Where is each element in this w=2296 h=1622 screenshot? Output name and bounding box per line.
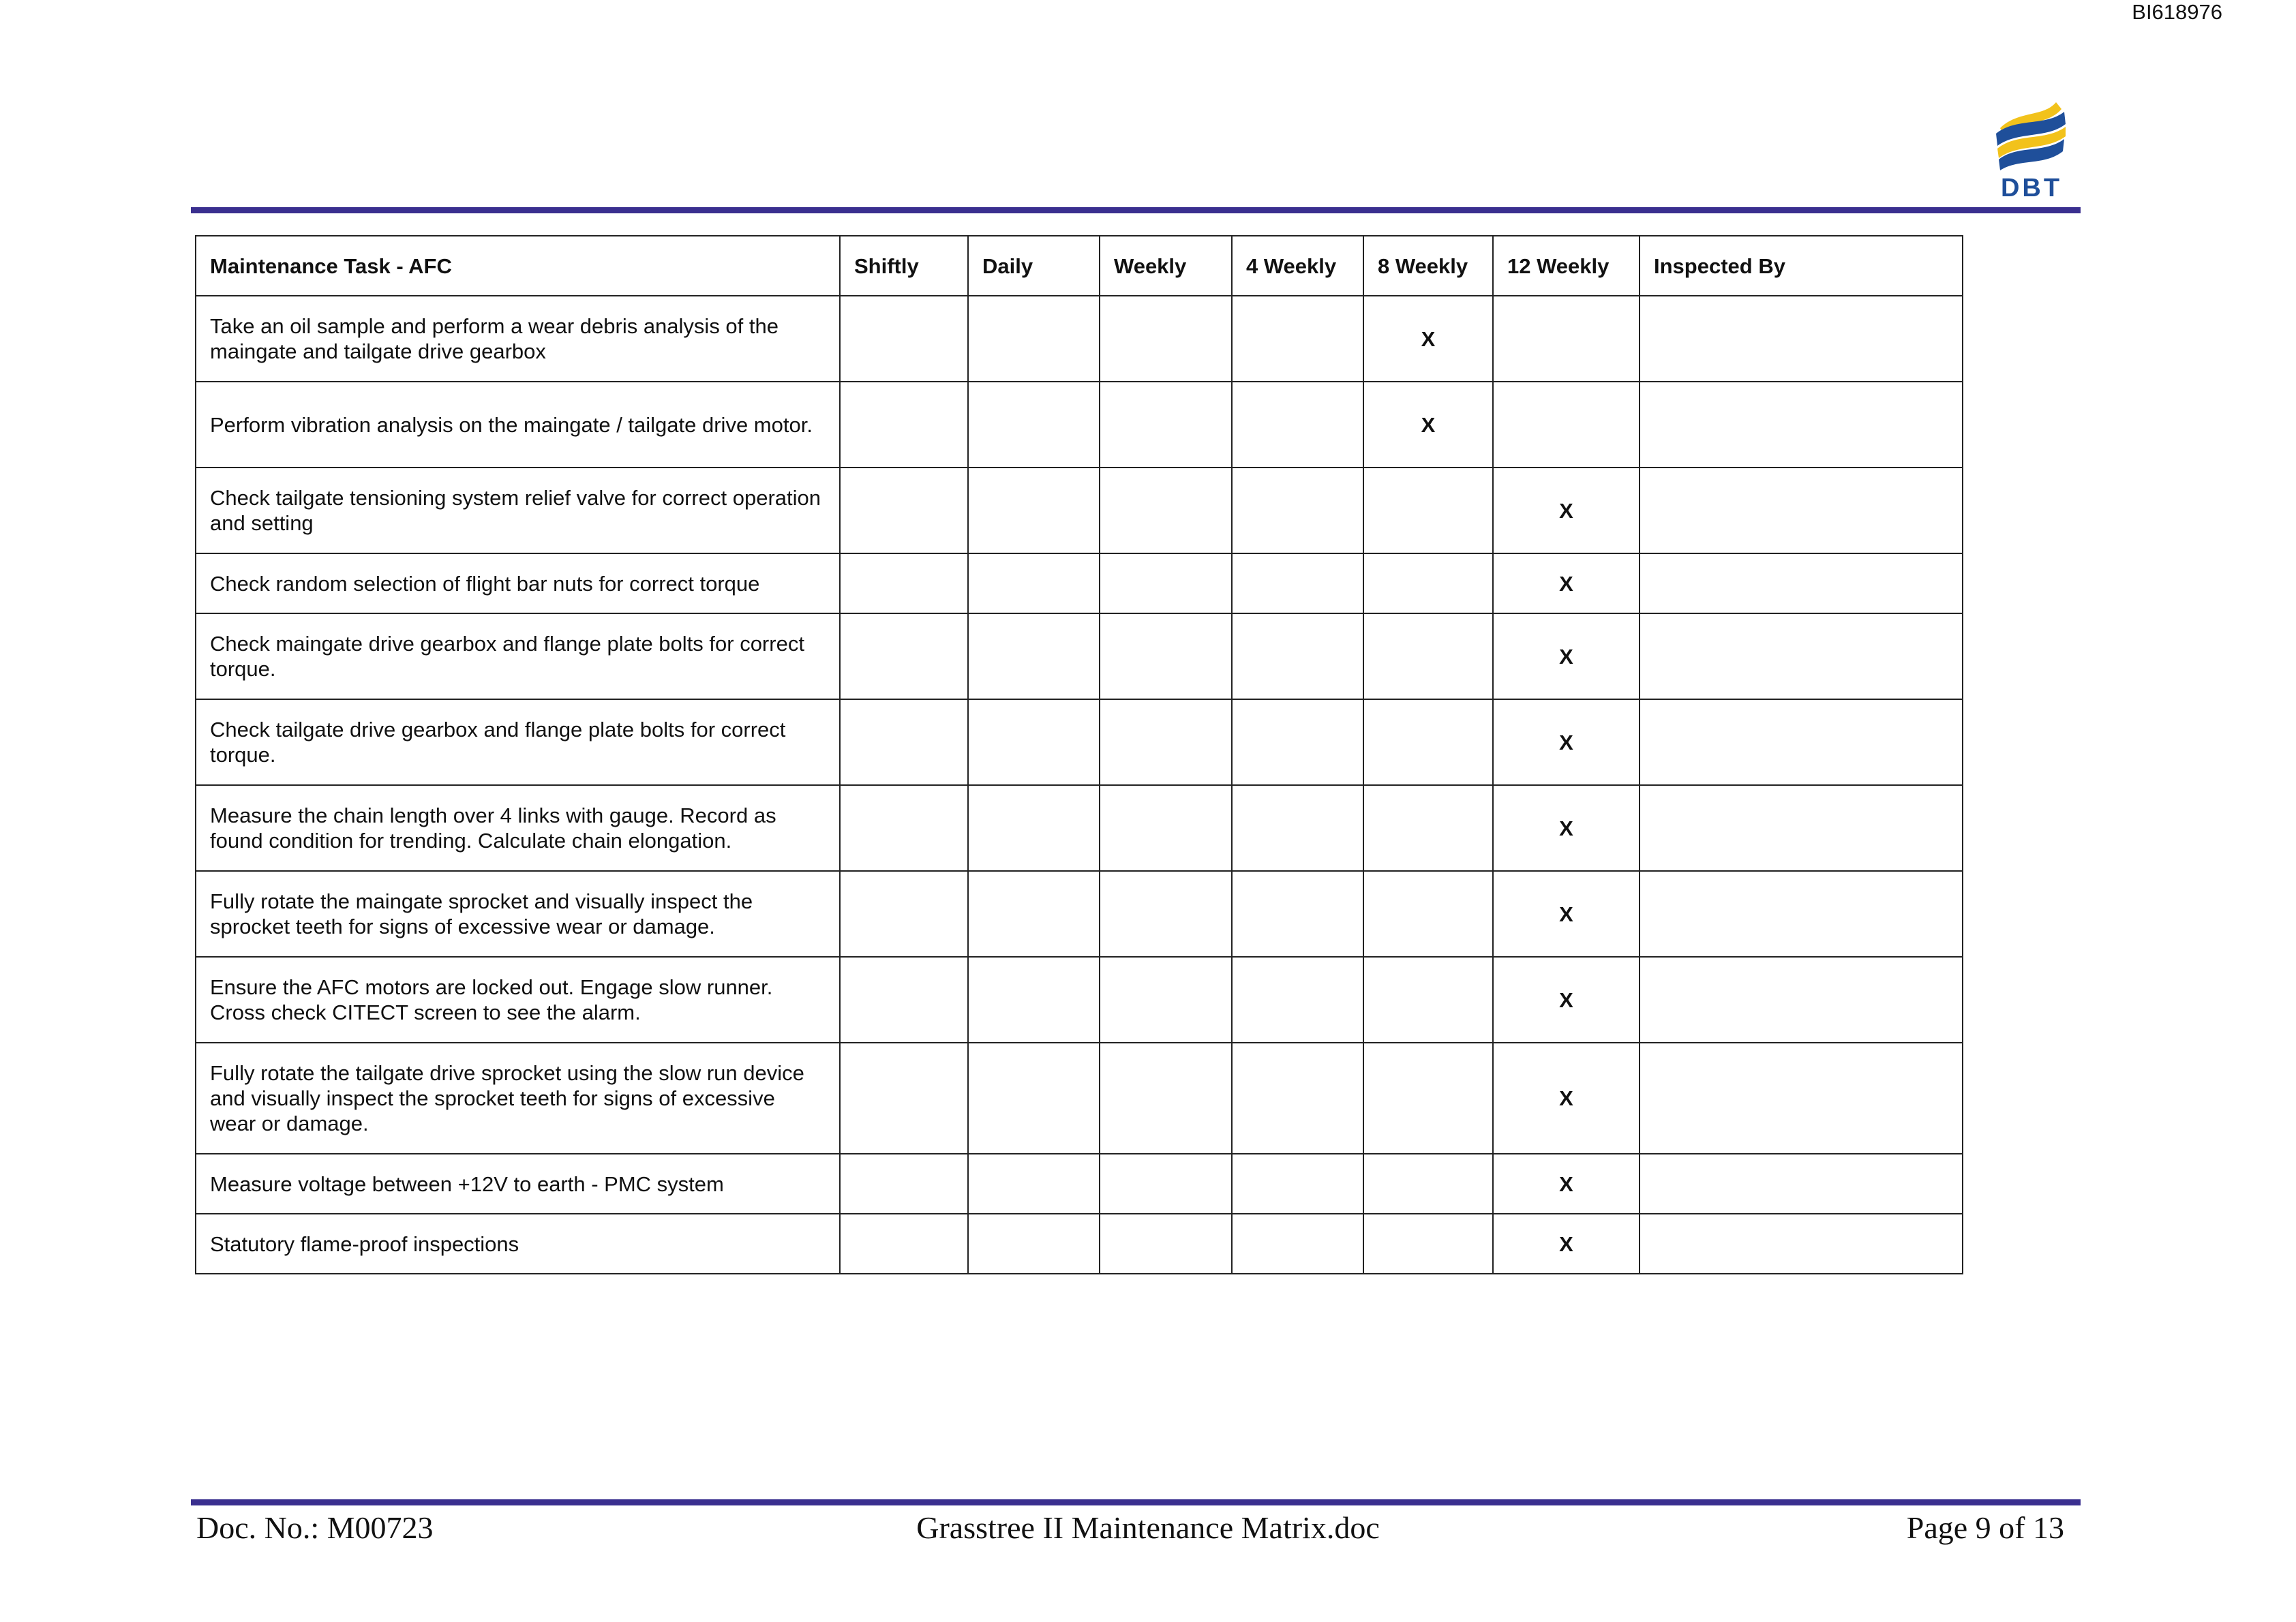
8-weekly-cell [1363, 468, 1493, 553]
12-weekly-cell: X [1493, 468, 1640, 553]
12-weekly-cell: X [1493, 613, 1640, 699]
column-header-weekly: Weekly [1100, 236, 1232, 296]
inspected-by-cell [1640, 1043, 1963, 1154]
weekly-cell [1100, 785, 1232, 871]
8-weekly-cell [1363, 699, 1493, 785]
shiftly-cell [840, 1214, 968, 1274]
document-reference: BI618976 [2132, 0, 2222, 24]
8-weekly-cell: X [1363, 296, 1493, 382]
column-header-shiftly: Shiftly [840, 236, 968, 296]
table-row [196, 1043, 1963, 1154]
task-cell: Check tailgate tensioning system relief valve for correct operation and setting [196, 468, 840, 553]
table-row [196, 468, 1963, 553]
weekly-cell [1100, 1154, 1232, 1214]
4-weekly-cell [1232, 957, 1363, 1043]
4-weekly-cell [1232, 1154, 1363, 1214]
column-header-12-weekly: 12 Weekly [1493, 236, 1640, 296]
4-weekly-cell [1232, 613, 1363, 699]
dbt-logo [1991, 97, 2072, 199]
shiftly-cell [840, 957, 968, 1043]
shiftly-cell [840, 699, 968, 785]
shiftly-cell [840, 1043, 968, 1154]
8-weekly-cell [1363, 871, 1493, 957]
task-cell: Perform vibration analysis on the maingate / tailgate drive motor. [196, 382, 840, 468]
footer-filename: Grasstree II Maintenance Matrix.doc [916, 1510, 1380, 1545]
12-weekly-cell: X [1493, 871, 1640, 957]
task-cell: Statutory flame-proof inspections [196, 1214, 840, 1274]
table-header-row [196, 236, 1963, 296]
footer-page-number: Page 9 of 13 [1906, 1510, 2064, 1545]
4-weekly-cell [1232, 553, 1363, 613]
table-row [196, 785, 1963, 871]
task-cell: Check maingate drive gearbox and flange plate bolts for correct torque. [196, 613, 840, 699]
inspected-by-cell [1640, 1154, 1963, 1214]
8-weekly-cell [1363, 785, 1493, 871]
weekly-cell [1100, 553, 1232, 613]
weekly-cell [1100, 699, 1232, 785]
shiftly-cell [840, 871, 968, 957]
inspected-by-cell [1640, 468, 1963, 553]
footer-doc-number: Doc. No.: M00723 [196, 1510, 434, 1545]
task-cell: Take an oil sample and perform a wear debris analysis of the maingate and tailgate drive gearbox [196, 296, 840, 382]
column-header-inspected-by: Inspected By [1640, 236, 1963, 296]
column-header-8-weekly: 8 Weekly [1363, 236, 1493, 296]
table-row [196, 1154, 1963, 1214]
12-weekly-cell [1493, 296, 1640, 382]
task-cell: Measure the chain length over 4 links with gauge. Record as found condition for trending. Calculate chain elongation. [196, 785, 840, 871]
task-cell: Ensure the AFC motors are locked out. Engage slow runner. Cross check CITECT screen to see the alarm. [196, 957, 840, 1043]
table-row [196, 871, 1963, 957]
shiftly-cell [840, 785, 968, 871]
daily-cell [968, 553, 1100, 613]
daily-cell [968, 613, 1100, 699]
12-weekly-cell: X [1493, 699, 1640, 785]
daily-cell [968, 1154, 1100, 1214]
column-header-task: Maintenance Task - AFC [196, 236, 840, 296]
table-row [196, 699, 1963, 785]
weekly-cell [1100, 1214, 1232, 1274]
12-weekly-cell [1493, 382, 1640, 468]
table-row [196, 957, 1963, 1043]
weekly-cell [1100, 613, 1232, 699]
weekly-cell [1100, 1043, 1232, 1154]
8-weekly-cell [1363, 553, 1493, 613]
4-weekly-cell [1232, 871, 1363, 957]
task-cell: Fully rotate the maingate sprocket and visually inspect the sprocket teeth for signs of excessive wear or damage. [196, 871, 840, 957]
task-cell: Fully rotate the tailgate drive sprocket using the slow run device and visually inspect the sprocket teeth for signs of excessive wear or damage. [196, 1043, 840, 1154]
4-weekly-cell [1232, 1214, 1363, 1274]
table-row [196, 296, 1963, 382]
12-weekly-cell: X [1493, 553, 1640, 613]
footer-rule [191, 1499, 2081, 1505]
daily-cell [968, 957, 1100, 1043]
header-rule [191, 207, 2081, 213]
daily-cell [968, 785, 1100, 871]
daily-cell [968, 1214, 1100, 1274]
column-header-4-weekly: 4 Weekly [1232, 236, 1363, 296]
12-weekly-cell: X [1493, 785, 1640, 871]
shiftly-cell [840, 382, 968, 468]
weekly-cell [1100, 296, 1232, 382]
8-weekly-cell [1363, 1214, 1493, 1274]
table-row [196, 613, 1963, 699]
inspected-by-cell [1640, 785, 1963, 871]
task-cell: Check tailgate drive gearbox and flange plate bolts for correct torque. [196, 699, 840, 785]
12-weekly-cell: X [1493, 1043, 1640, 1154]
8-weekly-cell [1363, 957, 1493, 1043]
daily-cell [968, 699, 1100, 785]
inspected-by-cell [1640, 957, 1963, 1043]
12-weekly-cell: X [1493, 1154, 1640, 1214]
weekly-cell [1100, 468, 1232, 553]
shiftly-cell [840, 613, 968, 699]
12-weekly-cell: X [1493, 957, 1640, 1043]
daily-cell [968, 296, 1100, 382]
task-cell: Check random selection of flight bar nuts for correct torque [196, 553, 840, 613]
inspected-by-cell [1640, 296, 1963, 382]
12-weekly-cell: X [1493, 1214, 1640, 1274]
daily-cell [968, 382, 1100, 468]
shiftly-cell [840, 468, 968, 553]
inspected-by-cell [1640, 553, 1963, 613]
weekly-cell [1100, 871, 1232, 957]
8-weekly-cell [1363, 613, 1493, 699]
4-weekly-cell [1232, 699, 1363, 785]
table-row [196, 553, 1963, 613]
maintenance-matrix-table [195, 235, 1963, 1274]
weekly-cell [1100, 382, 1232, 468]
4-weekly-cell [1232, 296, 1363, 382]
inspected-by-cell [1640, 871, 1963, 957]
shiftly-cell [840, 296, 968, 382]
8-weekly-cell: X [1363, 382, 1493, 468]
weekly-cell [1100, 957, 1232, 1043]
4-weekly-cell [1232, 468, 1363, 553]
table-row [196, 382, 1963, 468]
inspected-by-cell [1640, 613, 1963, 699]
inspected-by-cell [1640, 699, 1963, 785]
task-cell: Measure voltage between +12V to earth - PMC system [196, 1154, 840, 1214]
daily-cell [968, 871, 1100, 957]
table-row [196, 1214, 1963, 1274]
8-weekly-cell [1363, 1043, 1493, 1154]
inspected-by-cell [1640, 1214, 1963, 1274]
shiftly-cell [840, 553, 968, 613]
4-weekly-cell [1232, 382, 1363, 468]
shiftly-cell [840, 1154, 968, 1214]
daily-cell [968, 1043, 1100, 1154]
4-weekly-cell [1232, 785, 1363, 871]
daily-cell [968, 468, 1100, 553]
4-weekly-cell [1232, 1043, 1363, 1154]
column-header-daily: Daily [968, 236, 1100, 296]
inspected-by-cell [1640, 382, 1963, 468]
8-weekly-cell [1363, 1154, 1493, 1214]
logo-text: DBT [2000, 174, 2063, 199]
